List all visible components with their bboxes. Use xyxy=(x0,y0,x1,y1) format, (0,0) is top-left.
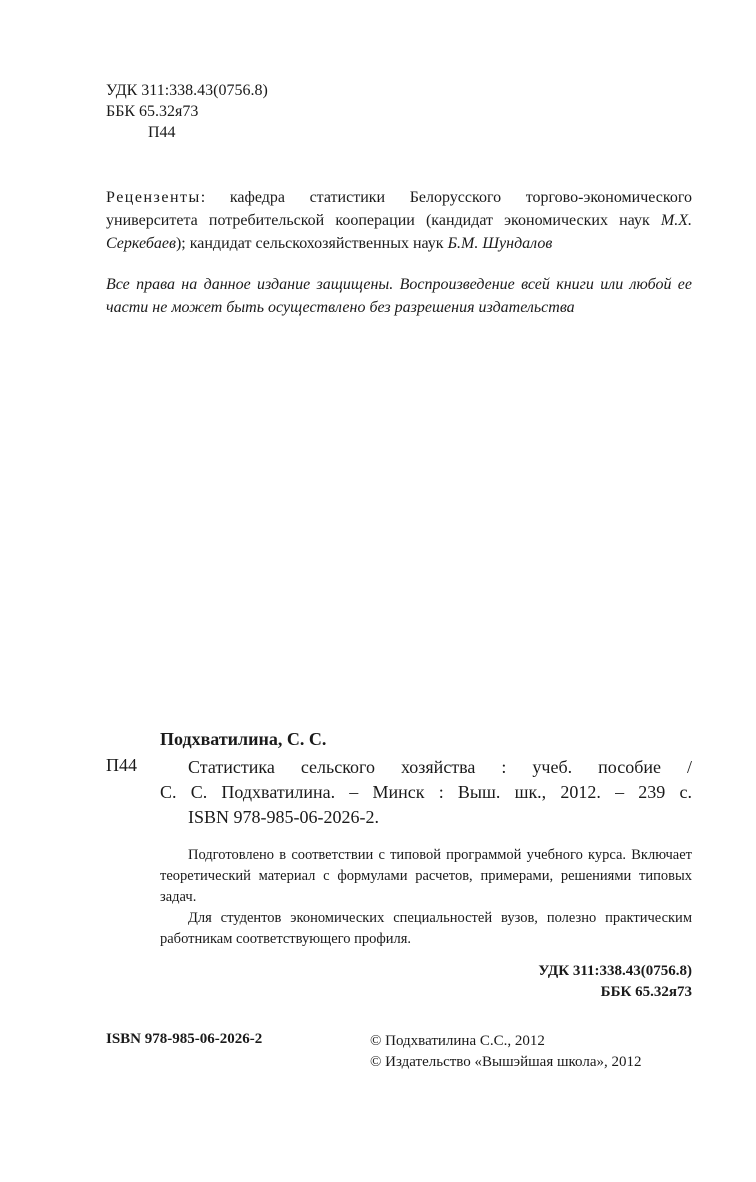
reviewers-text-1: : кафедра статистики Белорусского торгово-экономического университета потребительской кооперации (кандидат экономических наук xyxy=(106,189,692,229)
catalog-code: П44 xyxy=(106,755,137,775)
catalog-imprint-line: С. С. Подхватилина. – Минск : Выш. шк., 2012. – 239 с. xyxy=(160,782,692,802)
reviewer-name-1: М.Х. Серкебаев xyxy=(106,212,692,252)
catalog-author: Подхватилина, С. С. xyxy=(160,729,327,749)
catalog-isbn: ISBN 978-985-06-2026-2. xyxy=(188,807,379,827)
reviewers-paragraph xyxy=(106,186,692,255)
reviewers-text-2: ); кандидат сельскохозяйственных наук xyxy=(175,235,448,252)
rights-notice: Все права на данное издание защищены. Воспроизведение всей книги или любой ее части не может быть осуществлено без разрешения издательства xyxy=(106,276,692,316)
annotation-paragraph-2: Для студентов экономических специальностей вузов, полезно практическим работникам соответствующего профиля. xyxy=(160,910,692,947)
copyright-block xyxy=(370,1031,642,1073)
catalog-title-line: Статистика сельского хозяйства : учеб. пособие / xyxy=(188,757,692,777)
copyright-author: © Подхватилина С.С., 2012 xyxy=(370,1033,545,1049)
reviewer-name-2: Б.М. Шундалов xyxy=(447,235,553,252)
classification-bbk: ББК 65.32я73 xyxy=(600,984,692,1000)
annotation-paragraph-1: Подготовлено в соответствии с типовой программой учебного курса. Включает теоретический материал с формулами расчетов, примерами, решениями типовых задач. xyxy=(160,847,692,905)
catalog-entry xyxy=(160,755,692,830)
reviewers-label: Рецензенты xyxy=(106,189,201,206)
author-sign-code: П44 xyxy=(148,124,176,141)
footer-isbn: ISBN 978-985-06-2026-2 xyxy=(106,1031,263,1047)
copyright-publisher: © Издательство «Вышэйшая школа», 2012 xyxy=(370,1054,642,1070)
udk-block xyxy=(106,80,268,143)
bbk-code: ББК 65.32я73 xyxy=(106,103,199,120)
udk-code: УДК 311:338.43(0756.8) xyxy=(106,82,268,99)
classification-udk: УДК 311:338.43(0756.8) xyxy=(538,963,692,979)
annotation xyxy=(160,845,692,950)
classification-block xyxy=(538,961,692,1003)
